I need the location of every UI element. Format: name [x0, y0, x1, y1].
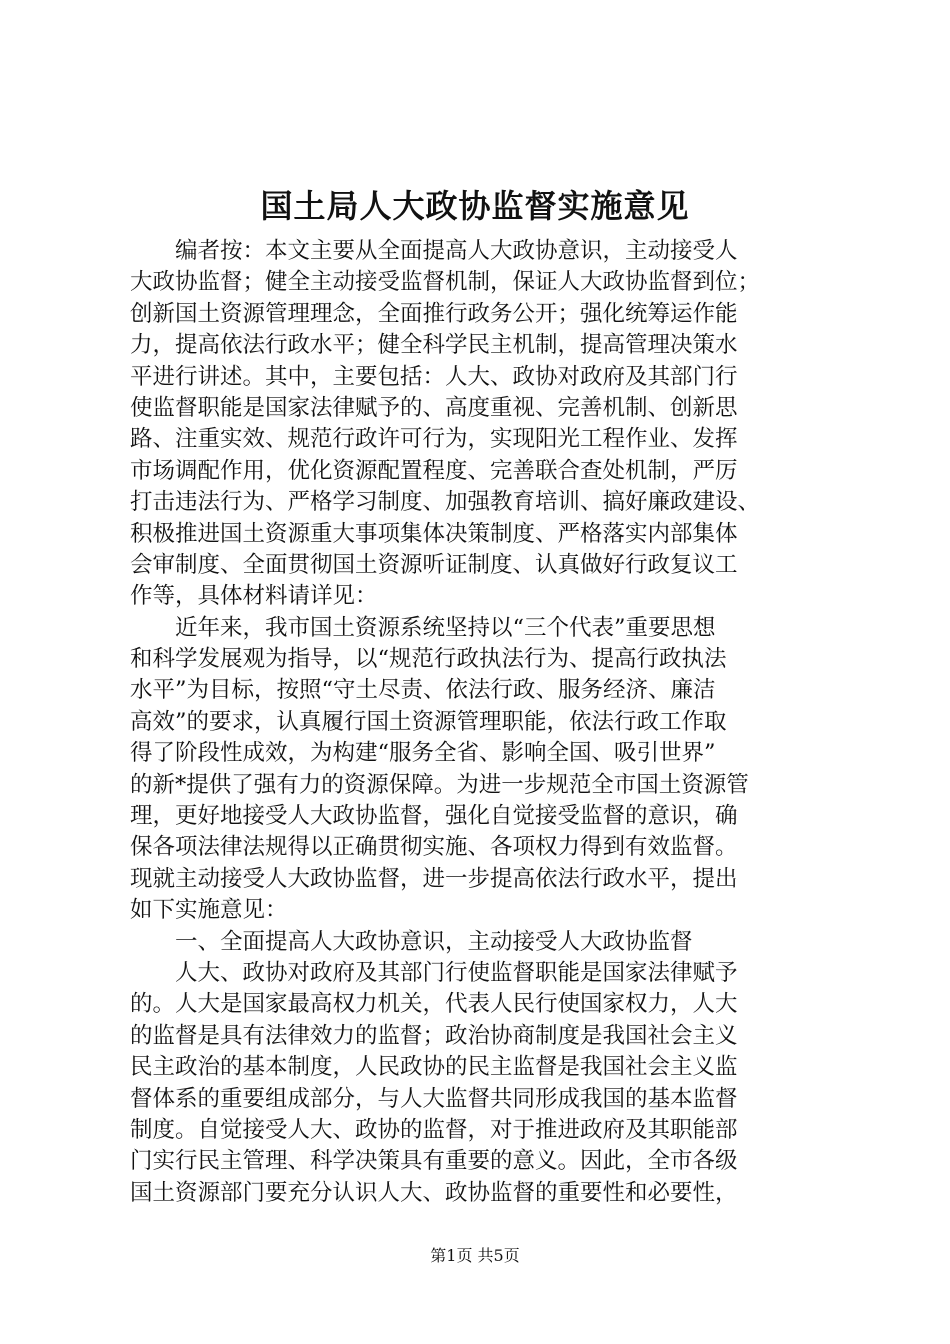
- body-text-line: 积极推进国土资源重大事项集体决策制度、严格落实内部集体: [130, 520, 738, 547]
- body-text-line: 大政协监督；健全主动接受监督机制，保证人大政协监督到位；: [130, 269, 761, 296]
- body-text-line: 现就主动接受人大政协监督，进一步提高依法行政水平，提出: [130, 865, 738, 892]
- body-text-line: 门实行民主管理、科学决策具有重要的意义。因此，全市各级: [130, 1148, 738, 1175]
- body-text-line: 督体系的重要组成部分，与人大监督共同形成我国的基本监督: [130, 1085, 738, 1112]
- body-text-line: 编者按：本文主要从全面提高人大政协意识，主动接受人: [130, 238, 738, 264]
- body-text-line: 水平”为目标，按照“守土尽责、依法行政、服务经济、廉洁: [130, 677, 716, 704]
- body-text-line: 会审制度、全面贯彻国土资源听证制度、认真做好行政复议工: [130, 551, 738, 578]
- body-text-line: 路、注重实效、规范行政许可行为，实现阳光工程作业、发挥: [130, 426, 738, 453]
- document-body: [130, 236, 830, 1209]
- body-text-line: 打击违法行为、严格学习制度、加强教育培训、搞好廉政建设、: [130, 489, 761, 516]
- body-text-line: 高效”的要求，认真履行国土资源管理职能，依法行政工作取: [130, 708, 727, 735]
- body-text-line: 的。人大是国家最高权力机关，代表人民行使国家权力，人大: [130, 991, 738, 1018]
- body-text-line: 理，更好地接受人大政协监督，强化自觉接受监督的意识，确: [130, 803, 738, 830]
- body-text-line: 作等，具体材料请详见：: [130, 583, 378, 610]
- body-text-line: 得了阶段性成效，为构建“服务全省、影响全国、吸引世界”: [130, 740, 716, 767]
- body-text-line: 保各项法律法规得以正确贯彻实施、各项权力得到有效监督。: [130, 834, 738, 861]
- body-text-line: 和科学发展观为指导，以“规范行政执法行为、提高行政执法: [130, 646, 727, 673]
- body-text-line: 的监督是具有法律效力的监督；政治协商制度是我国社会主义: [130, 1022, 738, 1049]
- body-text-line: 如下实施意见：: [130, 897, 288, 924]
- body-text-line: 人大、政协对政府及其部门行使监督职能是国家法律赋予: [130, 959, 738, 986]
- body-text-line: 民主政治的基本制度，人民政协的民主监督是我国社会主义监: [130, 1054, 738, 1081]
- body-text-line: 近年来，我市国土资源系统坚持以“三个代表”重要思想: [130, 614, 716, 641]
- body-text-line: 市场调配作用，优化资源配置程度、完善联合查处机制，严厉: [130, 457, 738, 484]
- body-text-line: 平进行讲述。其中，主要包括：人大、政协对政府及其部门行: [130, 363, 738, 390]
- body-text-line: 力，提高依法行政水平；健全科学民主机制，提高管理决策水: [130, 332, 738, 359]
- body-text-line: 一、全面提高人大政协意识，主动接受人大政协监督: [130, 928, 693, 955]
- body-text-line: 国土资源部门要充分认识人大、政协监督的重要性和必要性，: [130, 1179, 738, 1206]
- body-text-line: 创新国土资源管理理念，全面推行政务公开；强化统筹运作能: [130, 300, 738, 327]
- body-text-line: 制度。自觉接受人大、政协的监督，对于推进政府及其职能部: [130, 1116, 738, 1143]
- document-title: 国土局人大政协监督实施意见: [260, 187, 690, 225]
- body-text-line: 使监督职能是国家法律赋予的、高度重视、完善机制、创新思: [130, 394, 738, 421]
- page-footer: 第1页 共5页: [430, 1246, 520, 1265]
- body-text-line: 的新*提供了强有力的资源保障。为进一步规范全市国土资源管: [130, 771, 749, 798]
